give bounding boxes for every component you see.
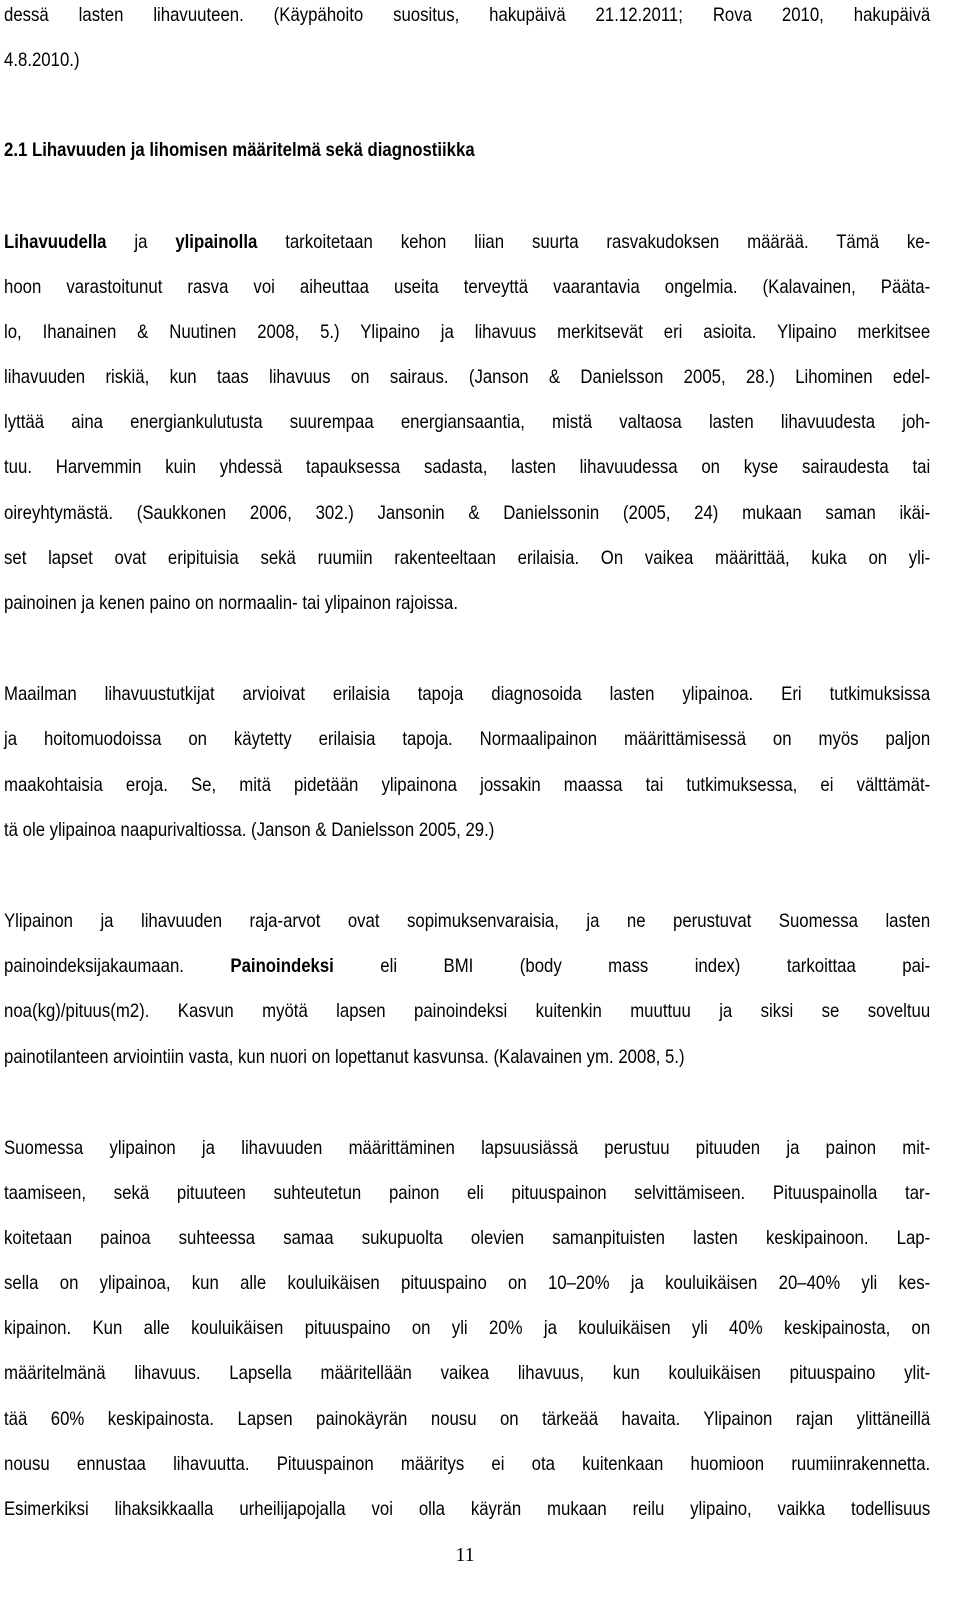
p1-line-7: oireyhtymästä. (Saukkonen 2006, 302.) Jansonin & Danielssonin (2005, 24) mukaan saman ikäi- [4,502,931,524]
p1-line-3: lo, Ihanainen & Nuutinen 2008, 5.) Ylipaino ja lihavuus merkitsevät eri asioita. Ylipaino merkitsee [4,321,931,343]
p2-line-3: maakohtaisia eroja. Se, mitä pidetään ylipainona jossakin maassa tai tutkimuksessa, ei välttämät- [4,774,931,796]
intro-line-1: dessä lasten lihavuuteen. (Käypähoito suositus, hakupäivä 21.12.2011; Rova 2010, hakupäivä [4,4,931,26]
p3-line-3: noa(kg)/pituus(m2). Kasvun myötä lapsen painoindeksi kuitenkin muuttuu ja siksi se soveltuu [4,1000,931,1022]
p1-line-1 [4,229,930,255]
p3-line-1: Ylipainon ja lihavuuden raja-arvot ovat sopimuksenvaraisia, ja ne perustuvat Suomessa lasten [4,910,931,932]
term-ylipainolla: ylipainolla [175,231,258,253]
p1-line-5: lyttää aina energiankulutusta suurempaa energiansaantia, mistä valtaosa lasten lihavuudesta joh- [4,411,931,433]
text-span: ja [106,231,176,253]
p2-line-2: ja hoitomuodoissa on käytetty erilaisia tapoja. Normaalipainon määrittämisessä on myös paljon [4,728,931,750]
p1-line-2: hoon varastoitunut rasva voi aiheuttaa useita terveyttä vaarantavia ongelmia. (Kalavainen, Päätа- [4,276,931,298]
p4-line-9: Esimerkiksi lihaksikkaalla urheilijapojalla voi olla käyrän mukaan reilu ylipaino, vaikka todellisuus [4,1498,931,1520]
p2-line-4: tä ole ylipainoa naapurivaltiossa. (Janson & Danielsson 2005, 29.) [4,819,495,841]
p1-line-9: painoinen ja kenen paino on normaalin- tai ylipainon rajoissa. [4,592,459,614]
p4-line-3: koitetaan painoa suhteessa samaa sukupuolta olevien samanpituisten lasten keskipainoon. Lap- [4,1227,931,1249]
text-span: painoindeksijakaumaan. [4,955,231,977]
term-painoindeksi: Painoindeksi [230,955,334,977]
text-span: tarkoitetaan kehon liian suurta rasvakudoksen määrää. Tämä ke- [257,231,931,253]
p1-line-6: tuu. Harvemmin kuin yhdessä tapauksessa sadasta, lasten lihavuudessa on kyse sairaudesta tai [4,456,931,478]
p4-line-2: taamiseen, sekä pituuteen suhteutetun painon eli pituuspainon selvittämiseen. Pituuspainolla tar- [4,1182,931,1204]
p1-line-8: set lapset ovat eripituisia sekä ruumiin rakenteeltaan erilaisia. On vaikea määrittää, kuka on yli- [4,547,931,569]
intro-line-2: 4.8.2010.) [4,49,80,71]
section-heading: 2.1 Lihavuuden ja lihomisen määritelmä sekä diagnostiikka [4,139,475,161]
page-number: 11 [455,1544,475,1566]
p2-line-1: Maailman lihavuustutkijat arvioivat erilaisia tapoja diagnosoida lasten ylipainoa. Eri tutkimuksissa [4,683,931,705]
p4-line-7: tää 60% keskipainosta. Lapsen painokäyrän nousu on tärkeää havaita. Ylipainon rajan ylittäneillä [4,1408,931,1430]
p4-line-8: nousu ennustaa lihavuutta. Pituuspainon määritys ei ota kuitenkaan huomioon ruumiinrakennetta. [4,1453,931,1475]
p3-line-2 [4,953,930,979]
p3-line-4: painotilanteen arviointiin vasta, kun nuori on lopettanut kasvunsa. (Kalavainen ym. 2008, 5.) [4,1046,685,1068]
p4-line-5: kipainon. Kun alle kouluikäisen pituuspaino on yli 20% ja kouluikäisen yli 40% keskipainosta, on [4,1317,931,1339]
p4-line-6: määritelmänä lihavuus. Lapsella määritellään vaikea lihavuus, kun kouluikäisen pituuspaino ylit- [4,1362,931,1384]
term-lihavuudella: Lihavuudella [4,231,107,253]
p4-line-4: sella on ylipainoa, kun alle kouluikäisen pituuspaino on 10–20% ja kouluikäisen 20–40% yli kes- [4,1272,931,1294]
p4-line-1: Suomessa ylipainon ja lihavuuden määrittäminen lapsuusiässä perustuu pituuden ja painon mit- [4,1137,931,1159]
p1-line-4: lihavuuden riskiä, kun taas lihavuus on sairaus. (Janson & Danielsson 2005, 28.) Lihominen edel- [4,366,931,388]
text-span: eli BMI (body mass index) tarkoittaa pai- [333,955,931,977]
